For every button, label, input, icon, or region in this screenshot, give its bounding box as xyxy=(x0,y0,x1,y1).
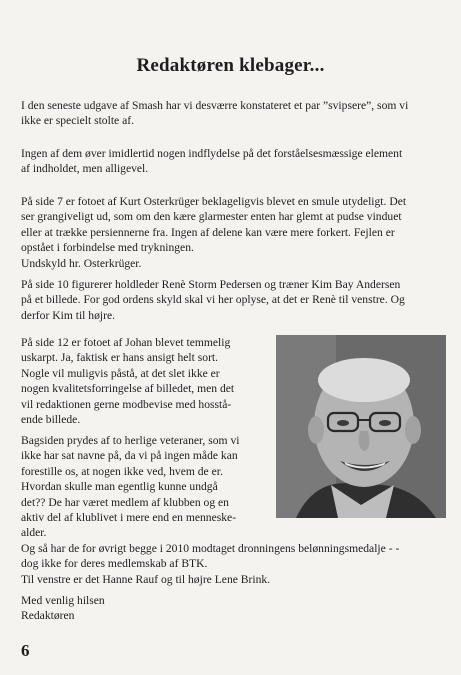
page-number: 6 xyxy=(21,641,30,660)
text-line: på et billede. For god ordens skyld skal vi her oplyse, at det er Renè til venstre. Og xyxy=(21,293,405,307)
text-line: På side 7 er fotoet af Kurt Osterkrüger beklageligvis blevet en smule utydeligt. Det xyxy=(21,195,407,208)
signature-block xyxy=(21,593,445,624)
text-line: Nogle vil muligvis påstå, at det slet ikke er xyxy=(21,366,220,380)
text-line: I den seneste udgave af Smash har vi desværre konstateret et par ”svipsere”, som vi xyxy=(21,99,409,112)
text-line: det?? De har været medlem af klubben og en xyxy=(21,495,229,509)
paragraph-1 xyxy=(21,98,445,129)
text-line: Undskyld hr. Osterkrüger. xyxy=(21,256,142,270)
text-line: nogen kvalitetsforringelse af billedet, men det xyxy=(21,382,235,396)
text-line: af indholdet, men alligevel. xyxy=(21,162,149,176)
portrait-illustration xyxy=(276,335,446,518)
text-line: forestille os, at nogen ikke ved, hvem de er. xyxy=(21,464,223,478)
paragraph-4 xyxy=(21,277,445,323)
paragraph-3 xyxy=(21,194,445,271)
signature-line: Redaktøren xyxy=(21,609,75,623)
text-line: Ingen af dem øver imidlertid nogen indflydelse på det forståelsesmæssige element xyxy=(21,147,403,160)
text-line: dog ikke for deres medlemskab af BTK. xyxy=(21,557,208,571)
text-line: Bagsiden prydes af to herlige veteraner, som vi xyxy=(21,434,240,447)
text-line: Og så har de for øvrigt begge i 2010 modtaget dronningens belønningsmedalje - - xyxy=(21,541,400,555)
text-line: eller at trække persiennerne fra. Ingen af delene kan være mere forkert. Fejlen er xyxy=(21,225,395,239)
text-line: Til venstre er det Hanne Rauf og til højre Lene Brink. xyxy=(21,572,271,586)
text-line: uskarpt. Ja, faktisk er hans ansigt helt sort. xyxy=(21,351,219,365)
text-line: opstået i forbindelse med trykningen. xyxy=(21,241,194,255)
article-title: Redaktøren klebager... xyxy=(136,55,325,76)
text-line: aktiv del af klublivet i mere end en menneske- xyxy=(21,511,237,525)
text-line: Hvordan skulle man egentlig kunne undgå xyxy=(21,480,218,494)
text-line: ikke har sat navne på, da vi på ingen måde kan xyxy=(21,449,238,463)
text-line: alder. xyxy=(21,526,47,540)
text-line: På side 12 er fotoet af Johan blevet temmelig xyxy=(21,336,231,349)
paragraph-2 xyxy=(21,146,445,177)
text-line: vil redaktionen gerne modbevise med hosstå- xyxy=(21,397,232,411)
text-line: ikke er specielt stolte af. xyxy=(21,114,134,128)
text-line: derfor Kim til højre. xyxy=(21,308,116,322)
closing-line: Med venlig hilsen xyxy=(21,594,105,607)
text-line: ende billede. xyxy=(21,413,81,427)
portrait-photo xyxy=(276,335,446,518)
text-line: ser grangiveligt ud, som om den kære glarmester enten har glemt at pudse vinduet xyxy=(21,210,402,224)
text-line: På side 10 figurerer holdleder Renè Storm Pedersen og træner Kim Bay Andersen xyxy=(21,278,401,291)
